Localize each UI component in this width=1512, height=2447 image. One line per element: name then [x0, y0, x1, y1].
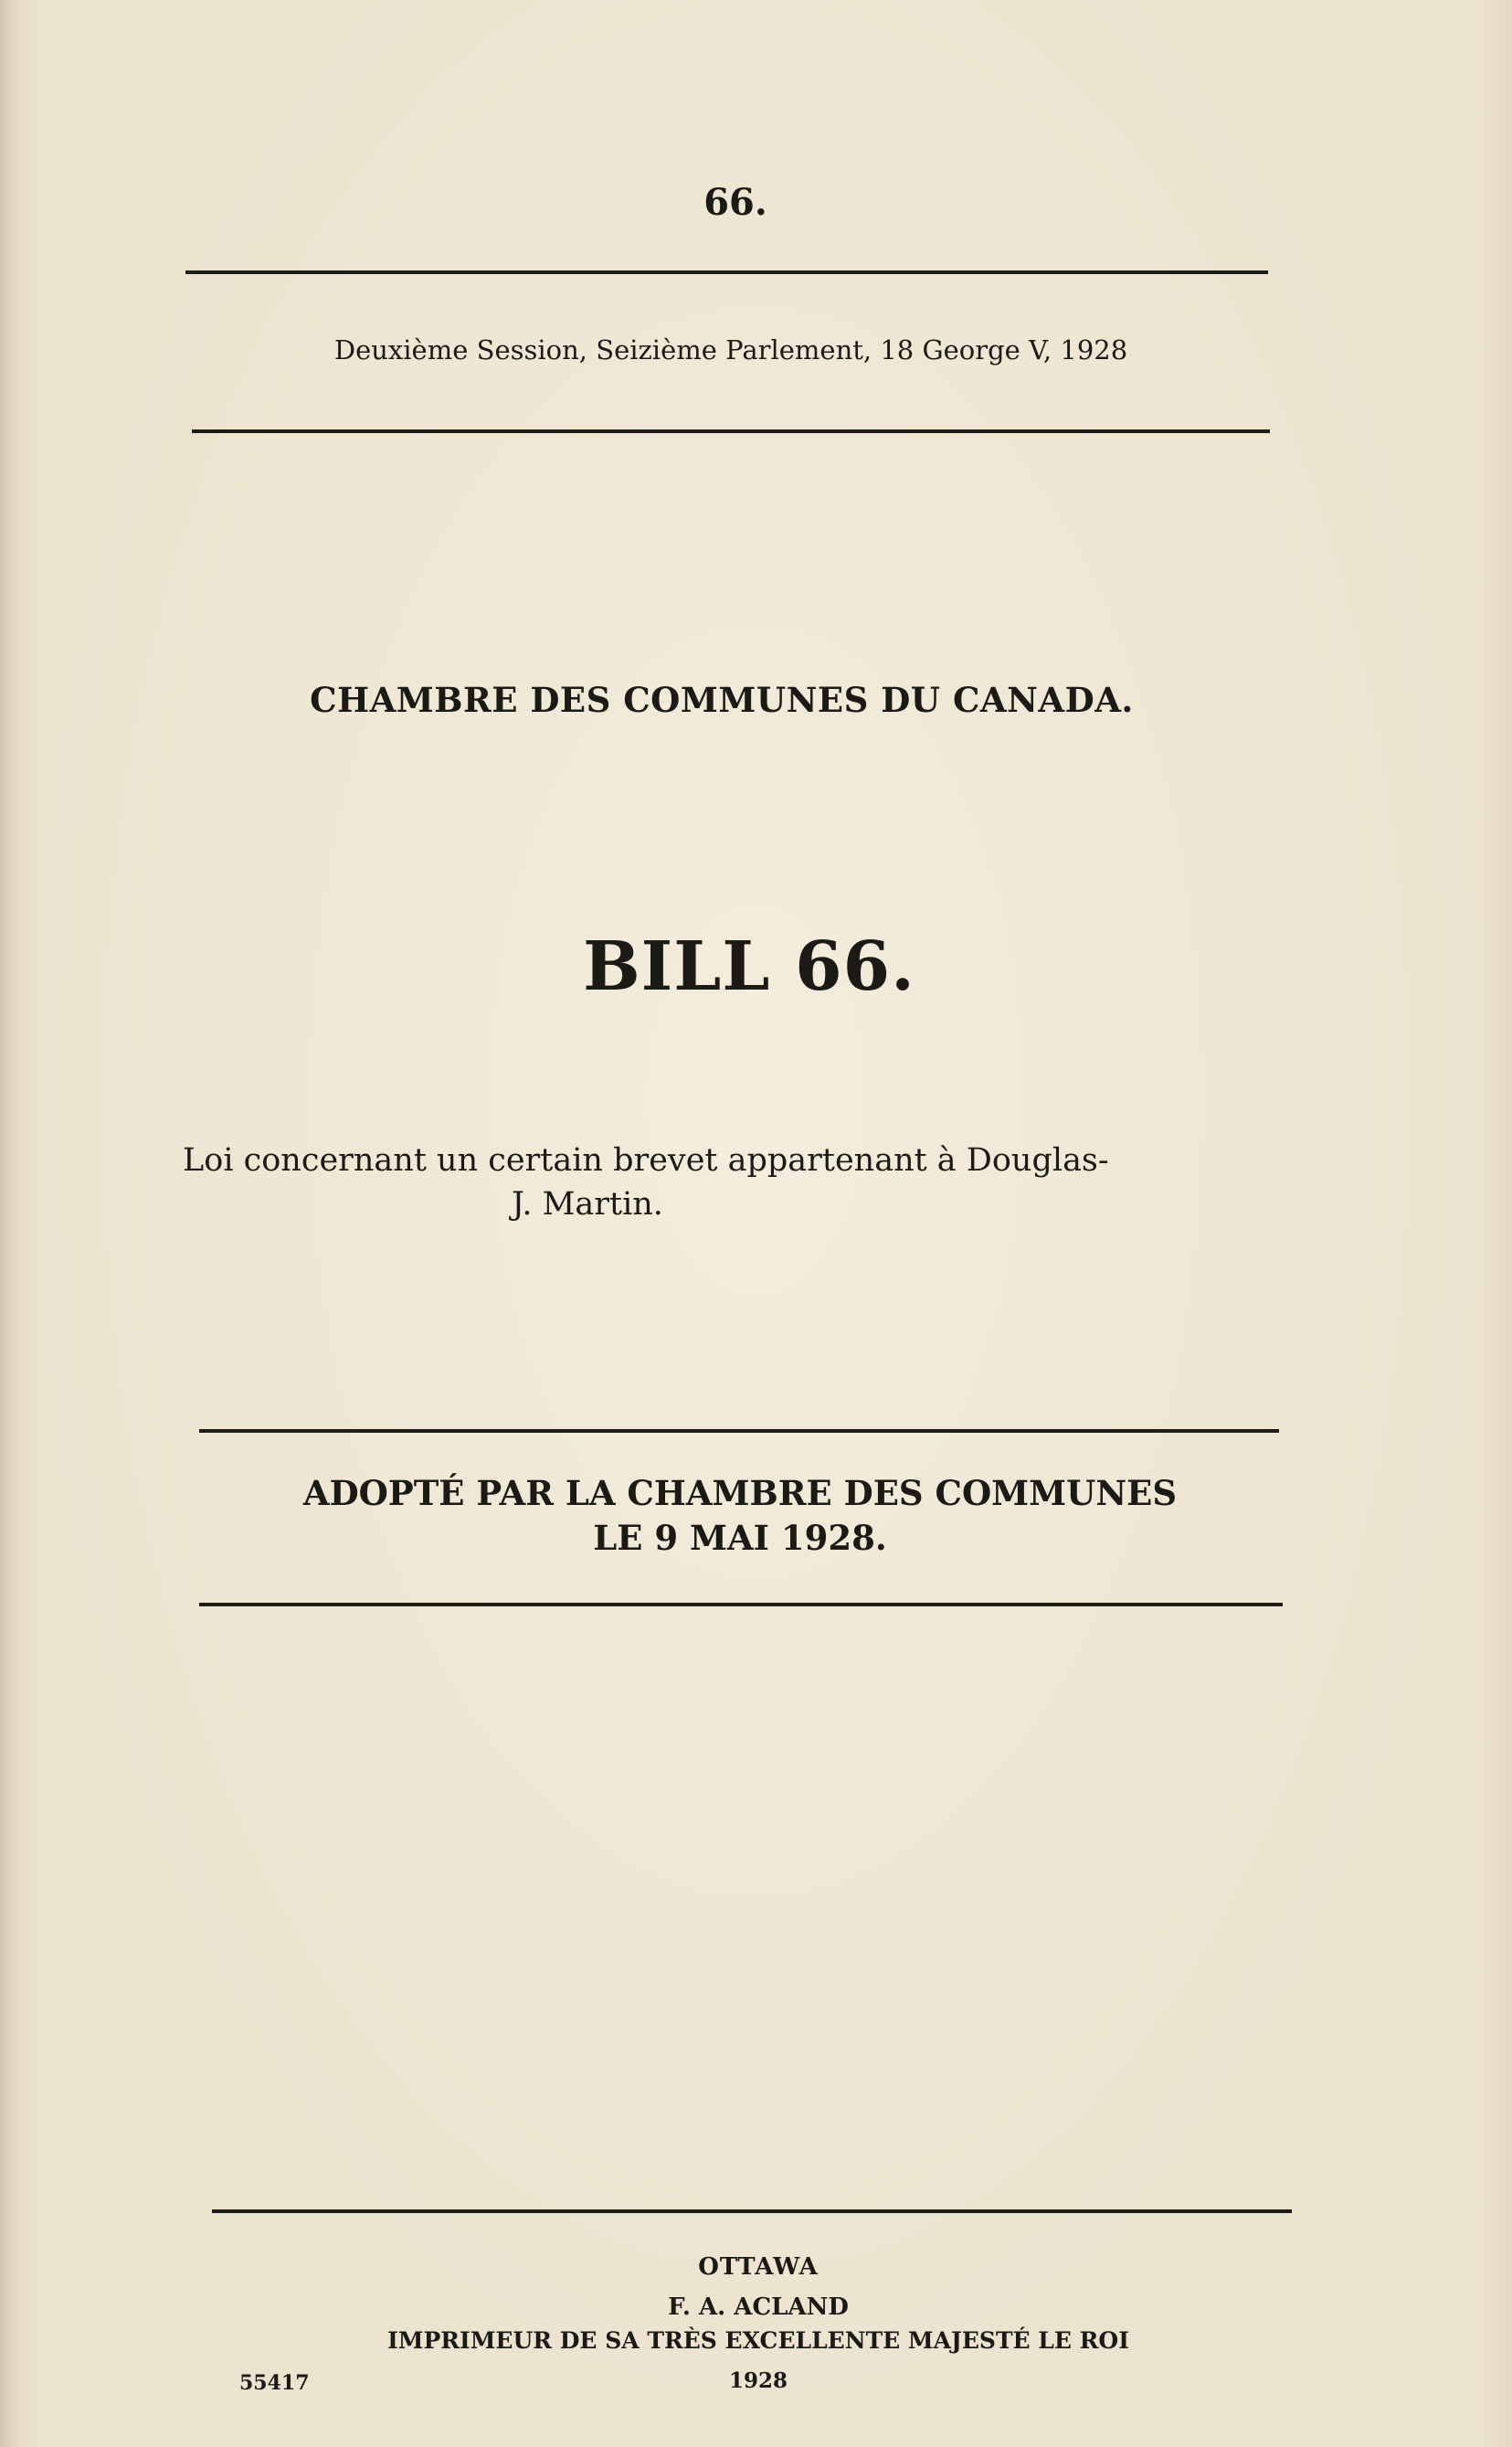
- divider-rule-5: [212, 2209, 1292, 2213]
- divider-rule-3: [199, 1429, 1279, 1433]
- adoption-line-1: ADOPTÉ PAR LA CHAMBRE DES COMMUNES: [302, 1473, 1178, 1513]
- bill-description-line-2: J. Martin.: [512, 1186, 663, 1223]
- imprint-city: OTTAWA: [698, 2253, 819, 2281]
- imprint-year: 1928: [728, 2368, 788, 2393]
- bill-description-line-1: Loi concernant un certain brevet appartenant à Douglas-: [183, 1142, 1109, 1179]
- imprint-printer: F. A. ACLAND: [668, 2293, 849, 2321]
- divider-rule-2: [192, 429, 1270, 433]
- divider-rule-4: [199, 1603, 1283, 1606]
- imprint-title: IMPRIMEUR DE SA TRÈS EXCELLENTE MAJESTÉ LE ROI: [387, 2327, 1129, 2354]
- bill-title: BILL 66.: [583, 927, 915, 1006]
- print-number: 55417: [239, 2371, 310, 2395]
- divider-rule-1: [185, 270, 1268, 274]
- session-line: Deuxième Session, Seizième Parlement, 18 George V, 1928: [333, 334, 1128, 365]
- chamber-title: CHAMBRE DES COMMUNES DU CANADA.: [310, 680, 1134, 720]
- document-page: 66. Deuxième Session, Seizième Parlement, 18 George V, 1928 CHAMBRE DES COMMUNES DU CANADA. BILL 66. Loi concernant un certain brevet appartenant à Douglas- J. Martin. ADOPTÉ PAR LA CHAMBRE DES COMMUNES LE 9 MAI 1928. OTTAWA F. A. ACLAND IMPRIMEUR DE SA TRÈS EXCELLENTE MAJESTÉ LE ROI 1928 55417: [0, 0, 1512, 2447]
- adoption-line-2: LE 9 MAI 1928.: [593, 1518, 887, 1558]
